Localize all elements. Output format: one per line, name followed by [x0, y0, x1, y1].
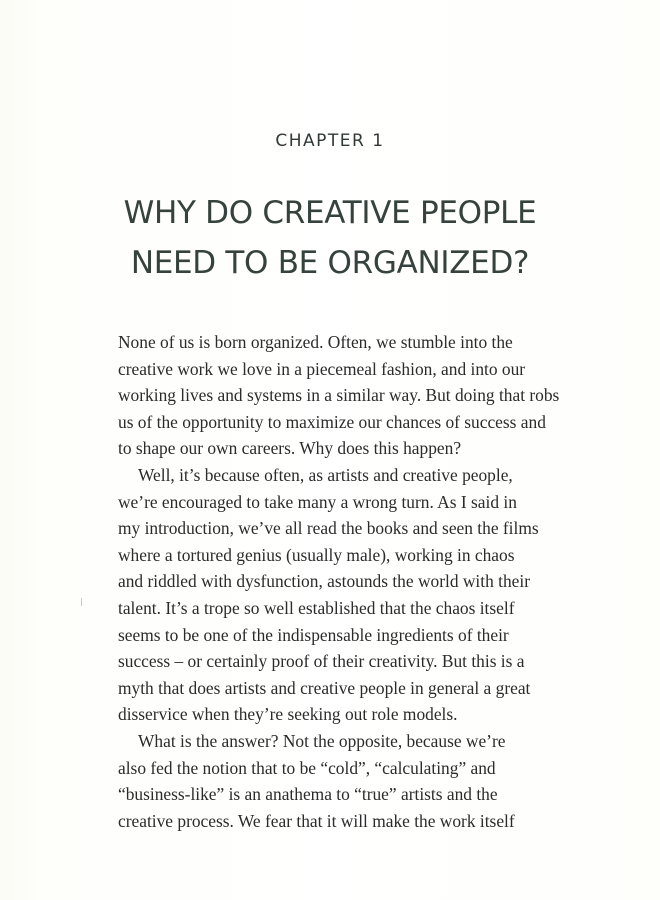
- scan-margin-mark: [81, 598, 82, 606]
- text-line: success – or certainly proof of their creativity. But this is a: [118, 651, 525, 672]
- chapter-title-line: WHY DO CREATIVE PEOPLE: [123, 195, 537, 231]
- chapter-label: CHAPTER 1: [275, 131, 385, 151]
- text-line: talent. It’s a trope so well established that the chaos itself: [118, 597, 515, 618]
- text-line-paragraph-start: Well, it’s because often, as artists and creative people,: [138, 464, 513, 485]
- text-line: “business-like” is an anathema to “true” artists and the: [118, 784, 498, 805]
- text-line: also fed the notion that to be “cold”, “calculating” and: [118, 757, 496, 778]
- text-line: creative work we love in a piecemeal fashion, and into our: [118, 358, 526, 379]
- text-line: we’re encouraged to take many a wrong turn. As I said in: [118, 491, 517, 512]
- text-line: to shape our own careers. Why does this happen?: [118, 438, 462, 459]
- text-line: disservice when they’re seeking out role models.: [118, 704, 458, 725]
- text-line: None of us is born organized. Often, we stumble into the: [118, 332, 513, 352]
- text-line: where a tortured genius (usually male), working in chaos: [118, 544, 515, 565]
- text-line: my introduction, we’ve all read the books and seen the films: [118, 518, 539, 539]
- text-line-paragraph-start: What is the answer? Not the opposite, because we’re: [138, 730, 506, 751]
- text-line: working lives and systems in a similar way. But doing that robs: [118, 385, 560, 406]
- chapter-title-line: NEED TO BE ORGANIZED?: [130, 245, 530, 281]
- text-line: seems to be one of the indispensable ingredients of their: [118, 624, 509, 645]
- text-line: us of the opportunity to maximize our chances of success and: [118, 411, 546, 432]
- chapter-title: [0, 188, 660, 288]
- text-line: creative process. We fear that it will make the work itself: [118, 810, 515, 831]
- text-line: and riddled with dysfunction, astounds the world with their: [118, 571, 531, 592]
- text-line: myth that does artists and creative people in general a great: [118, 677, 531, 698]
- body-text: [118, 329, 558, 834]
